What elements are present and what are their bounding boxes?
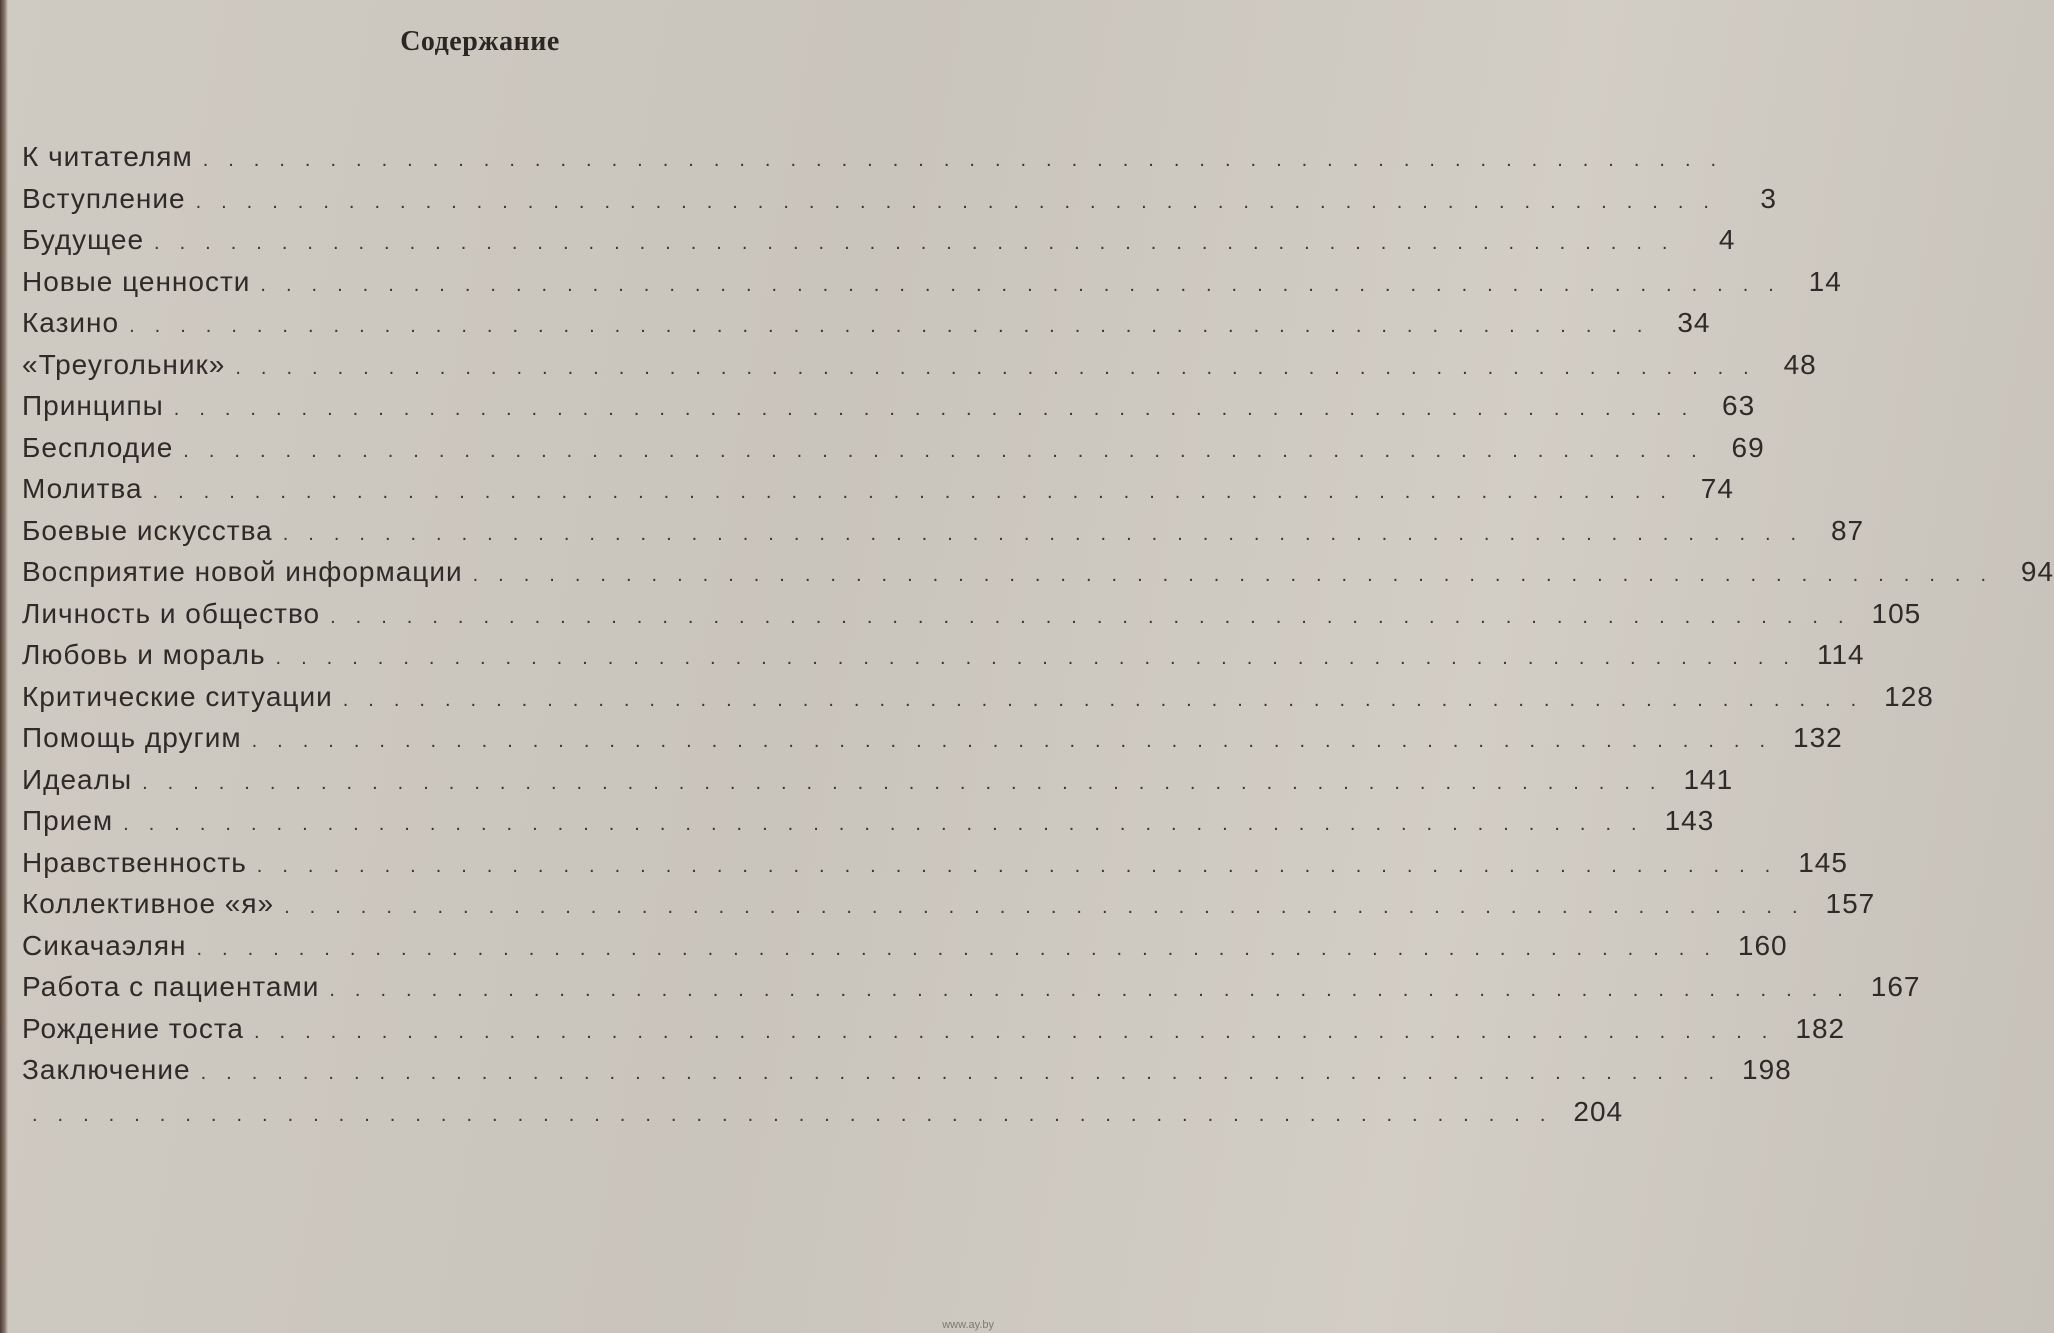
toc-entry-page-number: 143: [1664, 805, 1715, 836]
dot-leader: ............................................................: [472, 564, 2007, 586]
toc-entry: [22, 883, 1876, 925]
toc-entry-page-number: 204: [1573, 1095, 1624, 1127]
dot-leader: ............................................................: [342, 688, 1877, 711]
toc-entry-title: Рождение тоста: [22, 1012, 244, 1044]
toc-entry: [22, 925, 1788, 967]
toc-entry-title: Любовь и мораль: [22, 639, 266, 670]
toc-entry: [22, 676, 1934, 718]
dot-leader: ............................................................: [256, 854, 1791, 877]
toc-entry-title: К читателям: [22, 141, 193, 172]
toc-entry-page-number: 94: [2020, 556, 2054, 587]
toc-entry: [22, 468, 1734, 510]
toc-entry-page-number: 4: [1718, 224, 1736, 255]
dot-leader: ............................................................: [32, 1103, 1566, 1126]
toc-entry: [22, 427, 1765, 469]
toc-entry-page-number: 74: [1700, 473, 1734, 504]
table-of-contents: [22, 136, 2054, 1132]
dot-leader: ............................................................: [282, 522, 1817, 545]
toc-entry-title: Коллективное «я»: [22, 888, 275, 919]
dot-leader: ............................................................: [129, 315, 1663, 337]
toc-entry-title: «Треугольник»: [22, 348, 226, 380]
dot-leader: ............................................................: [330, 605, 1864, 628]
watermark: www.ay.by: [942, 1319, 994, 1331]
toc-entry-page-number: 167: [1870, 971, 1921, 1002]
toc-entry-title: Идеалы: [22, 763, 133, 795]
toc-entry: [22, 385, 1756, 427]
toc-entry-page-number: 63: [1722, 390, 1756, 421]
dot-leader: ............................................................: [196, 937, 1730, 960]
toc-entry-page-number: 48: [1783, 348, 1817, 380]
toc-entry: [22, 551, 2054, 593]
toc-entry-title: Бесплодие: [22, 431, 174, 463]
toc-entry: [22, 842, 1848, 884]
dot-leader: ............................................................: [260, 273, 1794, 296]
toc-entry-page-number: 141: [1683, 763, 1734, 795]
toc-entry-title: Работа с пациентами: [22, 971, 320, 1002]
toc-entry-title: Принципы: [22, 390, 164, 421]
dot-leader: ............................................................: [154, 232, 1688, 254]
toc-entry: [22, 1008, 1846, 1050]
toc-entry: [22, 717, 1843, 759]
toc-entry-title: Критические ситуации: [22, 680, 333, 712]
toc-entry-page-number: 34: [1677, 307, 1711, 338]
toc-entry-title: Сикачаэлян: [22, 929, 187, 961]
toc-entry: [22, 759, 1734, 801]
toc-entry-title: Помощь другим: [22, 722, 242, 753]
toc-entry: [22, 302, 1711, 344]
toc-entry: [22, 634, 1865, 676]
toc-entry: [22, 178, 1777, 220]
toc-entry-page-number: 3: [1760, 182, 1777, 214]
toc-entry: [22, 966, 1921, 1008]
dot-leader: ............................................................: [251, 730, 1786, 752]
toc-entry: [22, 510, 1865, 552]
toc-entry-title: Боевые искусства: [22, 514, 273, 546]
toc-entry-title: Нравственность: [22, 846, 247, 878]
toc-entry-title: Казино: [22, 307, 120, 338]
dot-leader: ............................................................: [329, 979, 1863, 1001]
toc-entry-page-number: 160: [1737, 929, 1788, 961]
toc-entry: [22, 344, 1817, 386]
dot-leader: ............................................................: [173, 398, 1708, 420]
dot-leader: ............................................................: [183, 439, 1717, 462]
toc-entry-title: Восприятие новой информации: [22, 556, 463, 587]
toc-entry-title: Молитва: [22, 473, 143, 504]
toc-entry-title: Новые ценности: [22, 265, 251, 297]
dot-leader: ............................................................: [275, 647, 1809, 669]
toc-entry-page-number: 105: [1871, 597, 1922, 629]
dot-leader: ............................................................: [142, 771, 1676, 794]
toc-entry-page-number: 145: [1798, 846, 1848, 878]
toc-entry-page-number: 14: [1808, 265, 1842, 297]
dot-leader: ............................................................: [235, 356, 1769, 379]
dot-leader: ............................................................: [284, 896, 1818, 918]
toc-entry: [22, 219, 1736, 261]
toc-entry: [22, 800, 1715, 842]
toc-entry-page-number: 128: [1884, 680, 1934, 712]
page-edge: [0, 0, 8, 1333]
dot-leader: ............................................................: [123, 813, 1657, 835]
dot-leader: ............................................................: [152, 481, 1686, 503]
dot-leader: ............................................................: [253, 1020, 1788, 1043]
toc-entry: [22, 593, 1922, 635]
toc-entry-title: Прием: [22, 805, 114, 836]
toc-entry-page-number: 114: [1816, 639, 1865, 670]
contents-heading: Содержание: [400, 26, 560, 57]
toc-entry-page-number: 69: [1731, 431, 1765, 463]
toc-entry-page-number: 182: [1795, 1012, 1846, 1044]
toc-entry-page-number: 87: [1830, 514, 1865, 546]
dot-leader: ............................................................: [195, 190, 1729, 213]
toc-entry: [22, 136, 1737, 178]
dot-leader: ............................................................: [200, 1062, 1735, 1084]
toc-entry-title: Личность и общество: [22, 597, 321, 629]
toc-entry-title: Вступление: [22, 182, 186, 214]
toc-entry-page-number: 198: [1742, 1054, 1792, 1085]
toc-entry: [22, 261, 1842, 303]
toc-entry: [22, 1049, 1792, 1091]
toc-entry: [22, 1091, 1624, 1133]
dot-leader: ............................................................: [202, 149, 1737, 171]
toc-entry-page-number: 157: [1825, 888, 1876, 919]
toc-entry-title: Заключение: [22, 1054, 191, 1085]
toc-entry-page-number: 132: [1793, 722, 1843, 753]
toc-entry-title: Будущее: [22, 224, 145, 255]
